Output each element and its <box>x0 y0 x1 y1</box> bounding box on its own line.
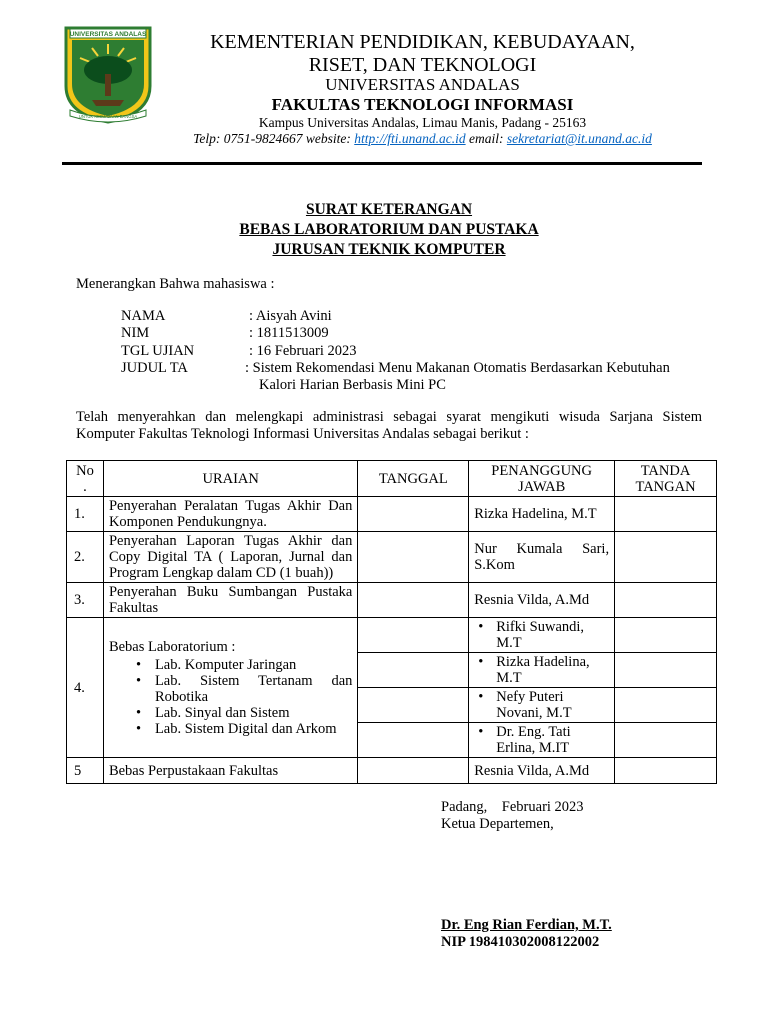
signer-nip: NIP 198410302008122002 <box>441 934 600 950</box>
nama-value: : Aisyah Avini <box>249 308 332 324</box>
list-item: • Lab. Sistem Digital dan Arkom <box>155 721 352 737</box>
row-penanggung-jawab: Rizka Hadelina, M.T <box>469 497 615 532</box>
row-number: 5 <box>67 758 104 784</box>
contact-line <box>165 131 680 147</box>
judul-line-2: Kalori Harian Berbasis Mini PC <box>259 377 446 393</box>
doc-title-line-1: SURAT KETERANGAN <box>305 201 473 218</box>
row-tanda-tangan <box>615 583 717 618</box>
faculty-name: FAKULTAS TEKNOLOGI INFORMASI <box>271 95 574 114</box>
row-tanggal <box>358 653 469 688</box>
col-header-tanda-tangan: TANDA TANGAN <box>615 461 717 497</box>
lab-section-title: Bebas Laboratorium : <box>108 638 236 655</box>
university-name: UNIVERSITAS ANDALAS <box>325 75 520 94</box>
col-header-tanggal: TANGGAL <box>358 461 469 497</box>
row-tanda-tangan <box>615 497 717 532</box>
row-number: 4. <box>67 618 104 758</box>
lab-list <box>109 657 352 737</box>
intro-text: Menerangkan Bahwa mahasiswa : <box>76 276 275 292</box>
logo-top-text: UNIVERSITAS ANDALAS <box>69 31 147 38</box>
row-tanda-tangan <box>615 723 717 758</box>
row-penanggung-jawab: • Rifki Suwandi, M.T <box>469 618 615 653</box>
judul-ta-label: JUDUL TA <box>121 360 188 376</box>
website-link[interactable]: http://fti.unand.ac.id <box>354 131 466 146</box>
row-tanda-tangan <box>615 758 717 784</box>
row-uraian: Penyerahan Peralatan Tugas Akhir Dan Komponen Pendukungnya. <box>103 497 357 532</box>
faculty-address: Kampus Universitas Andalas, Limau Manis, Padang - 25163 <box>258 115 587 130</box>
row-tanda-tangan <box>615 653 717 688</box>
row-tanda-tangan <box>615 688 717 723</box>
row-number: 2. <box>67 532 104 583</box>
row-tanggal <box>358 583 469 618</box>
row-number: 1. <box>67 497 104 532</box>
judul-line-1: : Sistem Rekomendasi Menu Makanan Otomatis Berdasarkan Kebutuhan <box>245 360 670 376</box>
judul-ta-value <box>245 360 707 394</box>
doc-title-line-2: BEBAS LABORATORIUM DAN PUSTAKA <box>239 221 539 238</box>
table-row <box>67 583 717 618</box>
table-header-row <box>67 461 717 497</box>
nim-label: NIM <box>121 325 150 341</box>
doc-title-line-3: JURUSAN TEKNIK KOMPUTER <box>272 241 506 258</box>
row-penanggung-jawab: • Dr. Eng. Tati Erlina, M.IT <box>469 723 615 758</box>
list-item: • Lab. Komputer Jaringan <box>155 657 352 673</box>
statement-line-1: Telah menyerahkan dan melengkapi administrasi sebagai syarat mengikuti wisuda Sarjana Sistem <box>76 409 702 425</box>
nim-value: : 1811513009 <box>249 325 329 341</box>
row-penanggung-jawab: Nur Kumala Sari, S.Kom <box>469 532 615 583</box>
row-tanda-tangan <box>615 618 717 653</box>
table-row <box>67 618 717 653</box>
logo-bottom-text: UNTUK KEDJAJAAN BANGSA <box>78 114 138 119</box>
table-row <box>67 532 717 583</box>
row-uraian: Penyerahan Laporan Tugas Akhir dan Copy Digital TA ( Laporan, Jurnal dan Program Lengkap dalam CD (1 buah)) <box>103 532 357 583</box>
signer-name: Dr. Eng Rian Ferdian, M.T. <box>441 917 612 933</box>
row-penanggung-jawab: Resnia Vilda, A.Md <box>469 758 615 784</box>
row-penanggung-jawab: • Rizka Hadelina, M.T <box>469 653 615 688</box>
row-tanggal <box>358 688 469 723</box>
col-header-penanggung-jawab: PENANGGUNG JAWAB <box>469 461 615 497</box>
row-tanggal <box>358 532 469 583</box>
row-tanggal <box>358 758 469 784</box>
list-item: • Lab. Sistem Tertanam dan Robotika <box>155 673 352 705</box>
row-number: 3. <box>67 583 104 618</box>
table-row <box>67 758 717 784</box>
ministry-line-1: KEMENTERIAN PENDIDIKAN, KEBUDAYAAN, <box>210 31 635 53</box>
clearance-table <box>66 460 717 784</box>
row-uraian: Bebas Perpustakaan Fakultas <box>103 758 357 784</box>
row-penanggung-jawab: Resnia Vilda, A.Md <box>469 583 615 618</box>
col-header-uraian: URAIAN <box>103 461 357 497</box>
statement-line-2: Komputer Fakultas Teknologi Informasi Universitas Andalas sebagai berikut : <box>76 426 529 442</box>
list-item: • Lab. Sinyal dan Sistem <box>155 705 352 721</box>
row-tanggal <box>358 723 469 758</box>
row-tanda-tangan <box>615 532 717 583</box>
nama-label: NAMA <box>121 308 166 324</box>
row-tanggal <box>358 497 469 532</box>
place-date: Padang, Februari 2023 <box>441 799 584 815</box>
row-uraian: Penyerahan Buku Sumbangan Pustaka Fakultas <box>103 583 357 618</box>
row-penanggung-jawab: • Nefy Puteri Novani, M.T <box>469 688 615 723</box>
tgl-ujian-value: : 16 Februari 2023 <box>249 343 357 359</box>
university-logo <box>62 24 154 124</box>
email-link[interactable]: sekretariat@it.unand.ac.id <box>506 131 652 146</box>
row-uraian <box>103 618 357 758</box>
signer-position: Ketua Departemen, <box>441 816 554 832</box>
tgl-ujian-label: TGL UJIAN <box>121 343 195 359</box>
letterhead-divider <box>62 162 702 165</box>
col-header-no: No . <box>67 461 104 497</box>
row-tanggal <box>358 618 469 653</box>
ministry-line-2: RISET, DAN TEKNOLOGI <box>308 54 537 76</box>
email-label: email: <box>465 131 507 146</box>
table-row <box>67 497 717 532</box>
telp-text: Telp: 0751-9824667 website: <box>193 131 355 146</box>
